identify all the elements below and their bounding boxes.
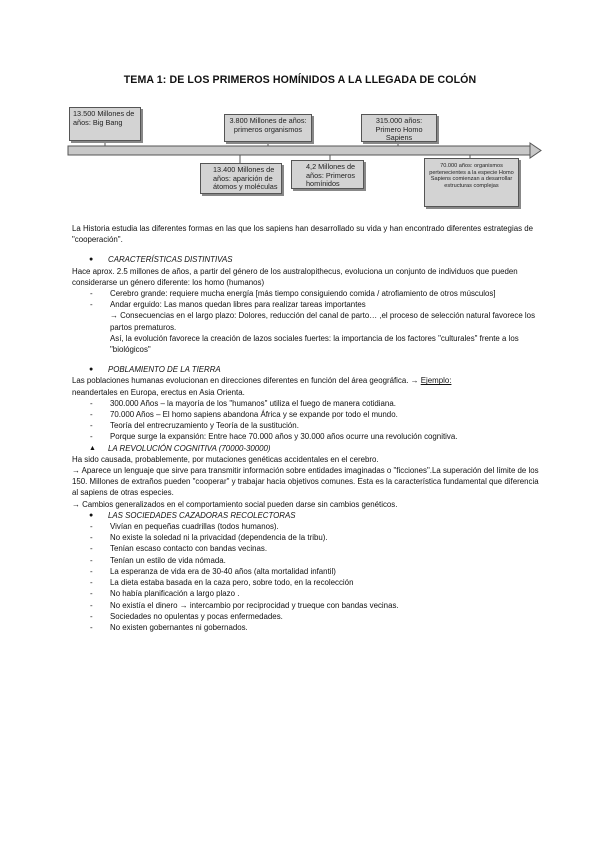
list-item: - No existía el dinero → intercambio por reciprocidad y trueque con bandas vecinas. [90, 600, 399, 610]
dash-icon: - [90, 555, 93, 565]
dash-icon: - [90, 566, 93, 576]
dash-icon: - [90, 522, 93, 532]
list-item: - Teoría del entrecruzamiento y Teoría de la sustitución. [90, 421, 299, 431]
poblamiento-text: Las poblaciones humanas evolucionan en direcciones diferentes en función del área geográfica. → Ejemplo: neandertales en Europa, erectus en Asia Orienta. [72, 376, 452, 397]
section-heading-sociedades: ● LAS SOCIEDADES CAZADORAS RECOLECTORAS [89, 510, 296, 520]
timeline-event-organismos [224, 114, 312, 142]
list-item: - Tenían escaso contacto con bandas vecinas. [90, 544, 268, 554]
caracteristicas-text: Hace aprox. 2.5 millones de años, a partir del género de los australopithecus, evoluciona un conjunto de individuos que pueden considerarse un género diferente: los homo (humanos) [72, 266, 518, 287]
section-heading-caracteristicas: ● CARACTERÍSTICAS DISTINTIVAS [89, 255, 233, 265]
intro-paragraph: La Historia estudia las diferentes formas en las que los sapiens han desarrollado su vida y han encontrado diferentes estrategias de "cooperación". [72, 224, 534, 245]
list-item: - 300.000 Años – la mayoría de los "humanos" utiliza el fuego de manera cotidiana. [90, 398, 396, 408]
revolucion-line: → Aparece un lenguaje que sirve para transmitir información sobre entidades imaginadas o "ficciones".La superación del límite de los 150. Millones de extraños pueden "cooperar" y trabajar hacia objetivos comunes. Esta es la característica fundamental que diferencia al sapiens de otras especies. [72, 466, 539, 498]
timeline-event-big-bang [69, 107, 141, 141]
dash-icon: - [90, 622, 93, 632]
triangle-icon: ▲ [89, 444, 96, 452]
section-heading-revolucion: ▲ LA REVOLUCIÓN COGNITIVA (70000-30000) [89, 443, 271, 453]
bullet-icon: ● [89, 511, 94, 519]
dash-icon: - [90, 578, 93, 588]
page-title: TEMA 1: DE LOS PRIMEROS HOMÍNIDOS A LA LLEGADA DE COLÓN [123, 74, 477, 86]
revolucion-line: → Cambios generalizados en el comportamiento social pueden darse sin cambios genéticos. [72, 499, 398, 509]
dash-icon: - [90, 611, 93, 621]
dash-icon: - [90, 289, 93, 299]
dash-icon: - [90, 544, 93, 554]
timeline [0, 0, 600, 220]
revolucion-line: Ha sido causada, probablemente, por mutaciones genéticas accidentales en el cerebro. [72, 454, 379, 464]
list-item: - No había planificación a largo plazo . [90, 589, 240, 599]
consequence-text: → Consecuencias en el largo plazo: Dolores, reducción del canal de parto… ,el proceso de selección natural favorece los partos prematuros. [110, 311, 536, 332]
dash-icon: - [90, 300, 93, 310]
list-item: - La esperanza de vida era de 30-40 años (alta mortalidad infantil) [90, 566, 336, 576]
list-item: - Andar erguido: Las manos quedan libres para realizar tareas importantes [90, 300, 366, 310]
dash-icon: - [90, 432, 93, 442]
timeline-event-label: 13.400 Millones de años: aparición de átomos y moléculas [213, 165, 278, 192]
list-item: - Porque surge la expansión: Entre hace 70.000 años y 30.000 años ocurre una revolución cognitiva. [90, 432, 458, 442]
timeline-event-label: 13.500 Millones de años: Big Bang [73, 109, 135, 127]
timeline-event-atomos [200, 163, 282, 194]
timeline-event-label: 3.800 Millones de años: primeros organismos [229, 116, 307, 134]
timeline-event-estructuras [424, 158, 519, 207]
dash-icon: - [90, 589, 93, 599]
timeline-event-label: 70.000 años: organismos pertenecientes a la especie Homo Sapiens comienzan a desarrollar estructuras complejas [429, 163, 514, 189]
timeline-event-label: 315.000 años: Primero Homo Sapiens [375, 116, 423, 143]
dash-icon: - [90, 421, 93, 431]
section-heading-poblamiento: ● POBLAMIENTO DE LA TIERRA [89, 365, 221, 375]
list-item: - No existe la soledad ni la privacidad (dependencia de la tribu). [90, 533, 328, 543]
list-item: - Cerebro grande: requiere mucha energía [más tiempo consiguiendo comida / atrofiamiento de otros músculos] [90, 289, 496, 299]
bullet-icon: ● [89, 256, 94, 264]
bullet-icon: ● [89, 366, 94, 374]
timeline-event-hominidos [291, 160, 364, 189]
example-label: Ejemplo: [420, 376, 452, 386]
document-body [72, 223, 542, 633]
evolution-text: Así, la evolución favorece la creación de lazos sociales fuertes: la importancia de los factores "culturales" frente a los "biológicos" [110, 333, 519, 355]
list-item: - Vivían en pequeñas cuadrillas (todos humanos). [90, 522, 279, 532]
list-item: - Sociedades no opulentas y pocas enfermedades. [90, 611, 283, 621]
dash-icon: - [90, 410, 93, 420]
timeline-event-label: 4,2 Millones de años: Primeros homínidos [306, 162, 356, 189]
list-item: - La dieta estaba basada en la caza pero, sobre todo, en la recolección [90, 578, 354, 588]
list-item: - Tenían un estilo de vida nómada. [90, 555, 226, 565]
dash-icon: - [90, 533, 93, 543]
dash-icon: - [90, 398, 93, 408]
dash-icon: - [90, 600, 93, 610]
list-item: - No existen gobernantes ni gobernados. [90, 622, 248, 632]
timeline-event-homo-sapiens [361, 114, 437, 142]
list-item: - 70.000 Años – El homo sapiens abandona África y se expande por todo el mundo. [90, 410, 398, 420]
